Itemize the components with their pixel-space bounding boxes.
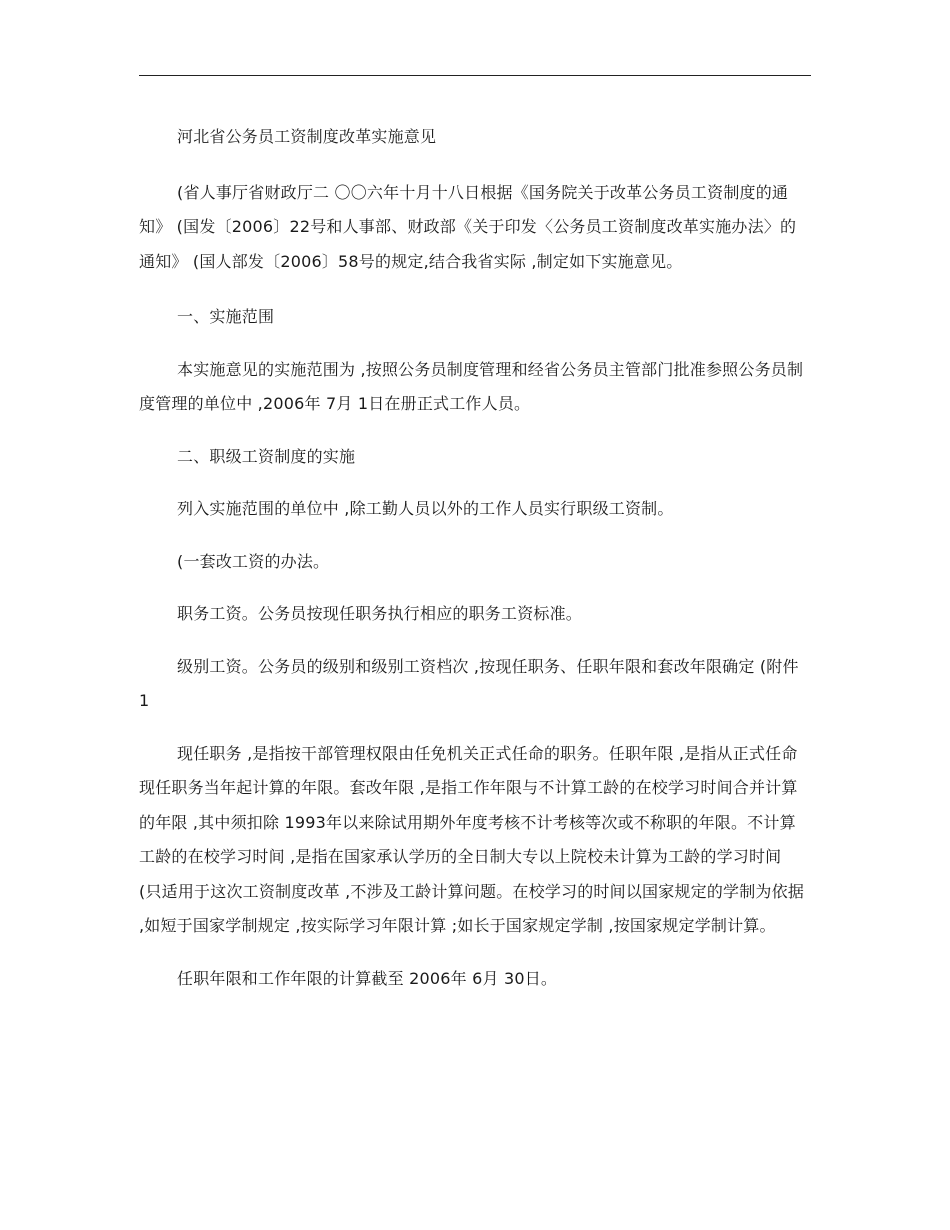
- section-heading-scope: 一、实施范围: [177, 307, 275, 326]
- paragraph-cutoff-date: 任职年限和工作年限的计算截至 2006年 6月 30日。: [177, 968, 558, 988]
- document-body: [139, 120, 807, 996]
- header-rule: [139, 75, 811, 76]
- paragraph-scope: 本实施意见的实施范围为 ,按照公务员制度管理和经省公务员主管部门批准参照公务员制度管理的单位中 ,2006年 7月 1日在册正式工作人员。: [139, 359, 804, 413]
- subsection-heading-method: (一套改工资的办法。: [177, 551, 330, 571]
- document-title: 河北省公务员工资制度改革实施意见: [177, 127, 437, 146]
- intro-paragraph: (省人事厅省财政厅二 〇〇六年十月十八日根据《国务院关于改革公务员工资制度的通知》 (国发〔2006〕22号和人事部、财政部《关于印发〈公务员工资制度改革实施办法〉的通知》 (国人部发〔2006〕58号的规定,结合我省实际 ,制定如下实施意见。: [139, 182, 797, 271]
- section-heading-salary-system: 二、职级工资制度的实施: [177, 446, 356, 466]
- paragraph-salary-system: 列入实施范围的单位中 ,除工勤人员以外的工作人员实行职级工资制。: [177, 499, 674, 518]
- paragraph-grade-salary: 级别工资。公务员的级别和级别工资档次 ,按现任职务、任职年限和套改年限确定 (附件 1: [139, 656, 799, 710]
- paragraph-definitions: 现任职务 ,是指按干部管理权限由任免机关正式任命的职务。任职年限 ,是指从正式任命现任职务当年起计算的年限。套改年限 ,是指工作年限与不计算工龄的在校学习时间合并计算的年限 ,其中须扣除 1993年以来除试用期外年度考核不计考核等次或不称职的年限。不计算工龄的在校学习时间 ,是指在国家承认学历的全日制大专以上院校未计算为工龄的学习时间 (只适用于这次工资制度改革 ,不涉及工龄计算问题。在校学习的时间以国家规定的学制为依据 ,如短于国家学制规定 ,按实际学习年限计算 ;如长于国家规定学制 ,按国家规定学制计算。: [139, 743, 805, 935]
- paragraph-position-salary: 职务工资。公务员按现任职务执行相应的职务工资标准。: [177, 604, 583, 623]
